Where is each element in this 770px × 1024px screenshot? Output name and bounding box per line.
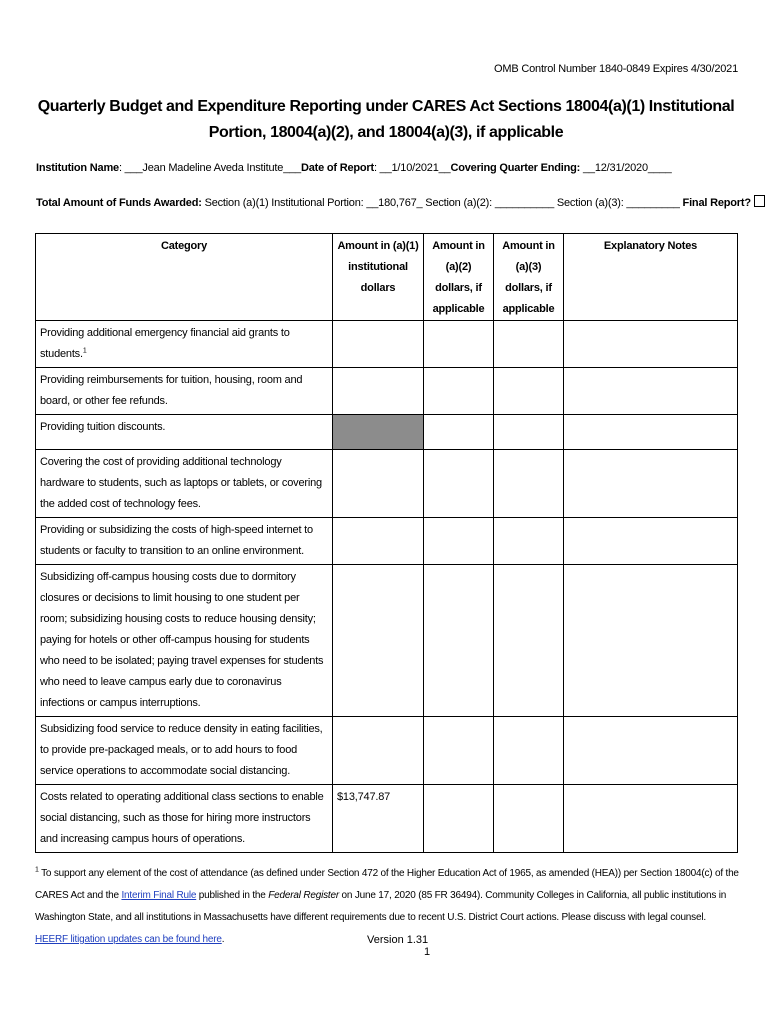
amount-a2-cell[interactable] bbox=[424, 785, 494, 853]
amount-a1-cell[interactable] bbox=[333, 518, 424, 565]
table-header-row bbox=[36, 234, 738, 321]
amount-a1-cell[interactable]: $13,747.87 bbox=[333, 785, 424, 853]
category-cell: Subsidizing food service to reduce density in eating facilities, to provide pre-packaged meals, or to add hours to food service operations to accommodate social distancing. bbox=[36, 717, 333, 785]
amount-a3-cell[interactable] bbox=[494, 321, 564, 368]
notes-cell[interactable] bbox=[564, 450, 738, 518]
amount-a3-cell[interactable] bbox=[494, 368, 564, 415]
final-report-checkbox[interactable] bbox=[754, 195, 765, 207]
footnote-text: To support any element of the cost of attendance (as defined under Section 472 of the Higher Education Act of 1965, as amended (HEA)) per Section 18004(c) of the CARES Act and the bbox=[35, 868, 739, 901]
amount-a3-cell[interactable] bbox=[494, 450, 564, 518]
funds-info-line bbox=[36, 195, 765, 209]
amount-a2-cell[interactable] bbox=[424, 450, 494, 518]
amount-a1-cell[interactable] bbox=[333, 321, 424, 368]
header-amount-a1: Amount in (a)(1) institutional dollars bbox=[333, 234, 424, 321]
federal-register-text: Federal Register bbox=[268, 890, 339, 901]
footnote-divider bbox=[35, 852, 177, 853]
notes-cell[interactable] bbox=[564, 368, 738, 415]
amount-a2-cell[interactable] bbox=[424, 415, 494, 450]
table-row bbox=[36, 717, 738, 785]
amount-a2-cell[interactable] bbox=[424, 518, 494, 565]
footnote-ref: 1 bbox=[82, 347, 87, 355]
notes-cell[interactable] bbox=[564, 785, 738, 853]
notes-cell[interactable] bbox=[564, 518, 738, 565]
amount-a3-cell[interactable] bbox=[494, 717, 564, 785]
amount-a2-cell[interactable] bbox=[424, 321, 494, 368]
category-cell: Providing or subsidizing the costs of high-speed internet to students or faculty to transition to an online environment. bbox=[36, 518, 333, 565]
institution-value: : ___Jean Madeline Aveda Institute___ bbox=[118, 162, 301, 174]
amount-a3-cell[interactable] bbox=[494, 415, 564, 450]
page-title: Quarterly Budget and Expenditure Reporting under CARES Act Sections 18004(a)(1) Institutional Portion, 18004(a)(2), and 18004(a)(3), if applicable bbox=[37, 98, 735, 141]
header-amount-a2: Amount in (a)(2) dollars, if applicable bbox=[424, 234, 494, 321]
footnote-text: on June 17, 2020 (85 FR 36494). Community Colleges in California, all public institutions in Washington State, and all institutions in Massachusetts have different requirements due to recent U.S. District Court actions. Please discuss with legal counsel. bbox=[35, 890, 727, 923]
category-text: Providing additional emergency financial aid grants to students. bbox=[40, 327, 290, 360]
table-row bbox=[36, 450, 738, 518]
interim-final-rule-link[interactable]: Interim Final Rule bbox=[121, 890, 197, 901]
table-row bbox=[36, 321, 738, 368]
footnote-text: published in the bbox=[196, 890, 269, 901]
table-row bbox=[36, 785, 738, 853]
heerf-litigation-link[interactable]: HEERF litigation updates can be found here bbox=[35, 934, 222, 945]
category-cell: Providing reimbursements for tuition, housing, room and board, or other fee refunds. bbox=[36, 368, 333, 415]
page-number: 1 bbox=[424, 946, 431, 958]
category-cell bbox=[36, 321, 333, 368]
notes-cell[interactable] bbox=[564, 565, 738, 717]
amount-a1-cell[interactable] bbox=[333, 565, 424, 717]
quarter-label: Covering Quarter Ending: bbox=[450, 162, 581, 174]
footnote-number: 1 bbox=[35, 866, 39, 874]
notes-cell[interactable] bbox=[564, 415, 738, 450]
version-label: Version 1.31 bbox=[367, 934, 429, 946]
table-row bbox=[36, 415, 738, 450]
final-report-label: Final Report? bbox=[682, 197, 751, 209]
amount-a1-cell[interactable] bbox=[333, 450, 424, 518]
amount-a3-cell[interactable] bbox=[494, 785, 564, 853]
date-label: Date of Report bbox=[300, 162, 374, 174]
header-amount-a3: Amount in (a)(3) dollars, if applicable bbox=[494, 234, 564, 321]
expenditure-table bbox=[35, 233, 738, 853]
date-value: : __1/10/2021__ bbox=[373, 162, 451, 174]
amount-a3-cell[interactable] bbox=[494, 518, 564, 565]
quarter-value: __12/31/2020____ bbox=[580, 162, 672, 174]
header-explanatory-notes: Explanatory Notes bbox=[564, 234, 738, 321]
omb-control-number: OMB Control Number 1840-0849 Expires 4/30/2021 bbox=[494, 63, 738, 75]
amount-a2-cell[interactable] bbox=[424, 565, 494, 717]
funds-label: Total Amount of Funds Awarded: bbox=[36, 197, 202, 209]
category-cell: Costs related to operating additional class sections to enable social distancing, such as those for hiring more instructors and increasing campus hours of operations. bbox=[36, 785, 333, 853]
table-row bbox=[36, 368, 738, 415]
amount-a2-cell[interactable] bbox=[424, 717, 494, 785]
table-row bbox=[36, 518, 738, 565]
institution-label: Institution Name bbox=[36, 162, 119, 174]
amount-a1-cell-shaded bbox=[333, 415, 424, 450]
footnote-text: . bbox=[221, 934, 225, 945]
table-row bbox=[36, 565, 738, 717]
notes-cell[interactable] bbox=[564, 717, 738, 785]
amount-a1-cell[interactable] bbox=[333, 717, 424, 785]
amount-a2-cell[interactable] bbox=[424, 368, 494, 415]
category-cell: Covering the cost of providing additional technology hardware to students, such as laptops or tablets, or covering the added cost of technology fees. bbox=[36, 450, 333, 518]
category-cell: Providing tuition discounts. bbox=[36, 415, 333, 450]
amount-a3-cell[interactable] bbox=[494, 565, 564, 717]
header-category: Category bbox=[36, 234, 333, 321]
amount-a1-cell[interactable] bbox=[333, 368, 424, 415]
category-cell: Subsidizing off-campus housing costs due to dormitory closures or decisions to limit housing to one student per room; subsidizing housing costs to reduce housing density; paying for hotels or other off-campus housing for students who need to be isolated; paying travel expenses for students who need to leave campus early due to coronavirus infections or campus interruptions. bbox=[36, 565, 333, 717]
institution-info-line bbox=[36, 162, 672, 174]
notes-cell[interactable] bbox=[564, 321, 738, 368]
funds-value: Section (a)(1) Institutional Portion: __180,767_ Section (a)(2): __________ Section (a)(3): _________ bbox=[201, 197, 683, 209]
